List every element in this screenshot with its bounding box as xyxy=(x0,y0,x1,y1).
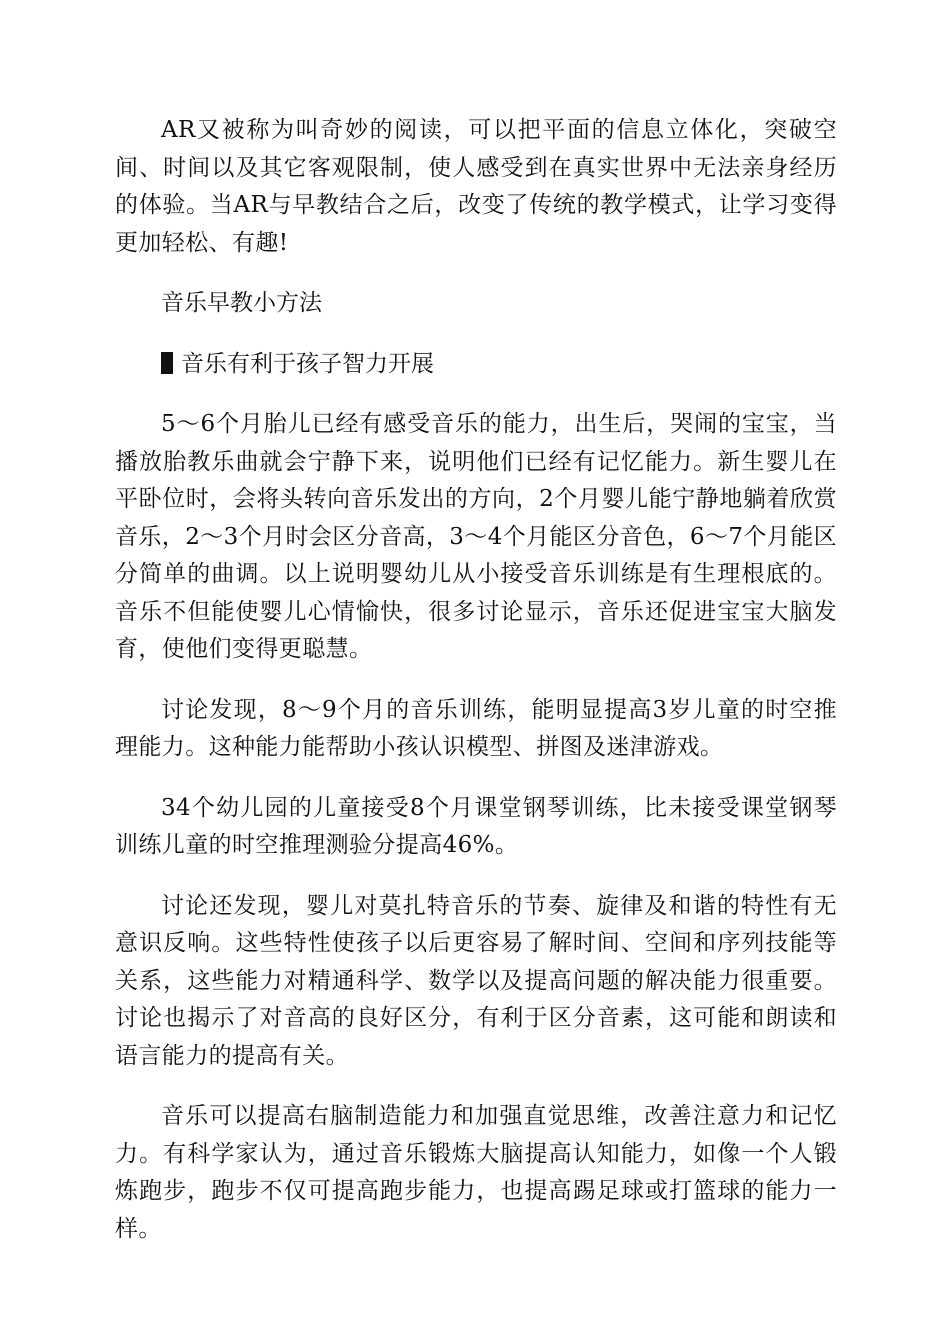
section-title: 音乐早教小方法 xyxy=(161,290,322,316)
paragraph-fetal-music: 5～6个月胎儿已经有感受音乐的能力，出生后，哭闹的宝宝，当播放胎教乐曲就会宁静下来，说明他们已经有记忆能力。新生婴儿在平卧位时，会将头转向音乐发出的方向，2个月婴儿能宁静地躺着欣赏音乐，2～3个月时会区分音高，3～4个月能区分音色，6～7个月能区分简单的曲调。以上说明婴幼儿从小接受音乐训练是有生理根底的。音乐不但能使婴儿心情愉快，很多讨论显示，音乐还促进宝宝大脑发育，使他们变得更聪慧。 xyxy=(115,411,837,662)
section-subtitle-text: 音乐有利于孩子智力开展 xyxy=(181,350,434,377)
section-subtitle xyxy=(115,346,837,384)
document-page xyxy=(115,112,837,1248)
paragraph-piano-study: 34个幼儿园的儿童接受8个月课堂钢琴训练，比未接受课堂钢琴训练儿童的时空推理测验分提高46%。 xyxy=(115,794,837,858)
paragraph-right-brain: 音乐可以提高右脑制造能力和加强直觉思维，改善注意力和记忆力。有科学家认为，通过音乐锻炼大脑提高认知能力，如像一个人锻炼跑步，跑步不仅可提高跑步能力，也提高踢足球或打篮球的能力一样。 xyxy=(115,1103,837,1242)
paragraph-mozart-study: 讨论还发现，婴儿对莫扎特音乐的节奏、旋律及和谐的特性有无意识反响。这些特性使孩子以后更容易了解时间、空间和序列技能等关系，这些能力对精通科学、数学以及提高问题的解决能力很重要。讨论也揭示了对音高的良好区分，有利于区分音素，这可能和朗读和语言能力的提高有关。 xyxy=(115,892,837,1069)
paragraph-training-study: 讨论发现，8～9个月的音乐训练，能明显提高3岁儿童的时空推理能力。这种能力能帮助小孩认识模型、拼图及迷津游戏。 xyxy=(115,696,837,760)
paragraph-ar-intro: AR又被称为叫奇妙的阅读，可以把平面的信息立体化，突破空间、时间以及其它客观限制，使人感受到在真实世界中无法亲身经历的体验。当AR与早教结合之后，改变了传统的教学模式，让学习变得更加轻松、有趣! xyxy=(115,117,837,256)
black-square-icon xyxy=(161,352,173,374)
